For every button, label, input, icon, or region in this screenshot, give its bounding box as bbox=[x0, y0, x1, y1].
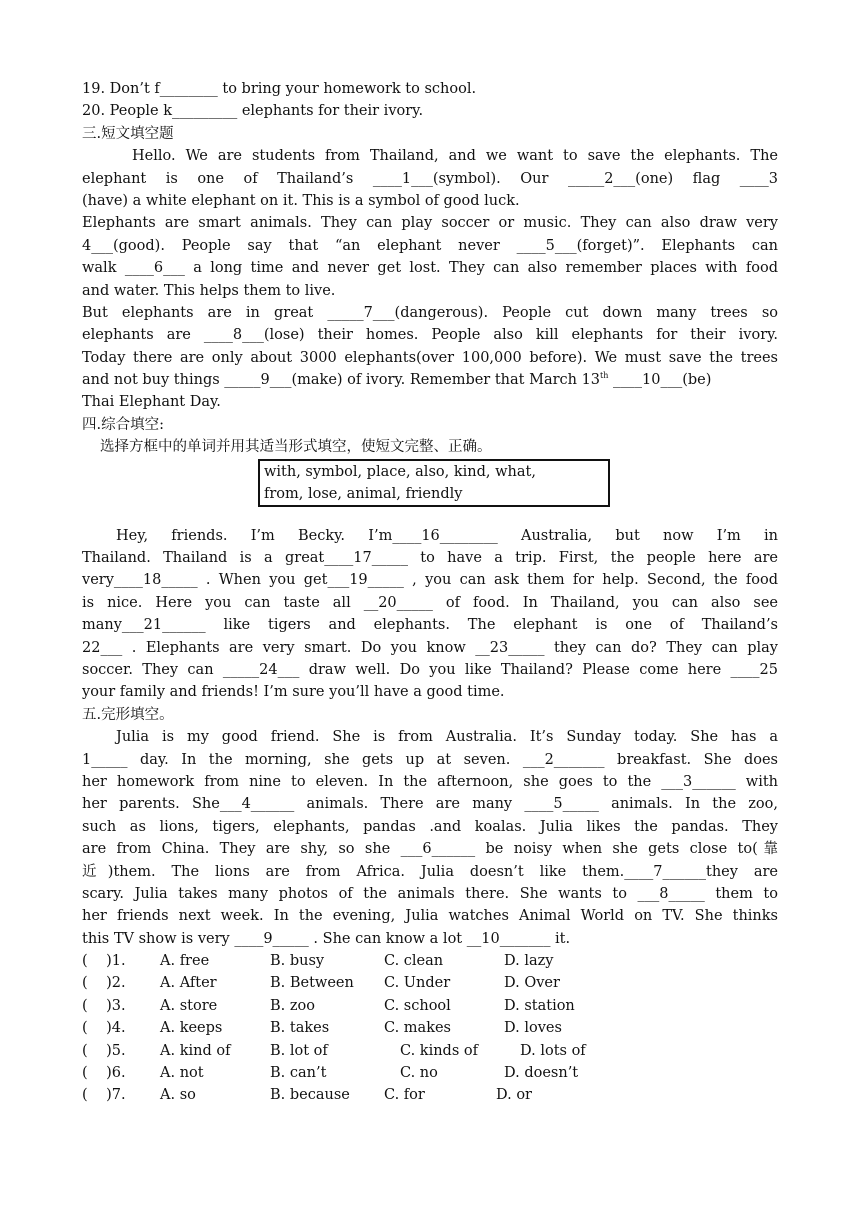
passage-5-line: are from China. They are shy, so she ___6______ be noisy when she gets close to(靠 bbox=[82, 841, 778, 858]
option-d: D. or bbox=[496, 1087, 532, 1104]
passage-5-line: 1_____ day. In the morning, she gets up at seven. ___2_______ breakfast. She does bbox=[82, 751, 778, 768]
passage-5-line: her friends next week. In the evening, Julia watches Animal World on TV. She thinks bbox=[82, 908, 778, 925]
word-box-line: from, lose, animal, friendly bbox=[264, 485, 463, 502]
passage-4 bbox=[82, 525, 778, 704]
option-number: ( )6. bbox=[82, 1065, 126, 1082]
passage-3-line: But elephants are in great _____7___(dangerous). People cut down many trees so bbox=[82, 304, 778, 321]
option-number: ( )7. bbox=[82, 1087, 126, 1104]
section-3-title: 三.短文填空题 bbox=[82, 125, 174, 142]
option-a: A. not bbox=[160, 1065, 204, 1082]
passage-3 bbox=[82, 145, 778, 414]
passage-3-line: elephants are ____8___(lose) their homes. People also kill elephants for their ivory. bbox=[82, 327, 778, 344]
passage-3-line: Thai Elephant Day. bbox=[82, 394, 221, 411]
option-d: D. Over bbox=[504, 975, 560, 992]
option-b: B. because bbox=[270, 1087, 350, 1104]
option-number: ( )4. bbox=[82, 1020, 126, 1037]
passage-5-line: 近)them. The lions are from Africa. Julia doesn’t like them.____7______they are bbox=[82, 863, 778, 880]
passage-4-line: 22___ . Elephants are very smart. Do you know __23_____ they can do? They can play bbox=[82, 639, 778, 656]
passage-4-line: Thailand. Thailand is a great____17_____ to have a trip. First, the people here are bbox=[82, 550, 778, 567]
option-c: C. clean bbox=[384, 953, 444, 970]
option-number: ( )1. bbox=[82, 953, 126, 970]
option-c: C. school bbox=[384, 997, 451, 1014]
section-4-instruction: 选择方框中的单词并用其适当形式填空，使短文完整、正确。 bbox=[100, 439, 492, 456]
question-20: 20. People k_________ elephants for their ivory. bbox=[82, 103, 424, 120]
option-c: C. Under bbox=[384, 975, 451, 992]
march-sup: th bbox=[600, 371, 609, 381]
option-b: B. Between bbox=[270, 975, 354, 992]
option-b: B. can’t bbox=[270, 1065, 327, 1082]
option-b: B. zoo bbox=[270, 997, 315, 1014]
passage-5-line: scary. Julia takes many photos of the animals there. She wants to ___8_____ them to bbox=[82, 885, 778, 902]
option-row bbox=[82, 1040, 778, 1062]
word-box-line: with, symbol, place, also, kind, what, bbox=[264, 463, 536, 480]
passage-5-line: such as lions, tigers, elephants, pandas .and koalas. Julia likes the pandas. They bbox=[82, 818, 778, 835]
passage-3-line: and water. This helps them to live. bbox=[82, 282, 336, 299]
option-c: C. kinds of bbox=[400, 1042, 478, 1059]
passage-3-line: Today there are only about 3000 elephants(over 100,000 before). We must save the trees bbox=[82, 349, 778, 366]
option-row bbox=[82, 1062, 778, 1084]
option-d: D. loves bbox=[504, 1020, 562, 1037]
option-row bbox=[82, 1084, 778, 1106]
passage-3-line bbox=[82, 369, 778, 391]
option-row bbox=[82, 950, 778, 972]
option-number: ( )2. bbox=[82, 975, 126, 992]
passage-3-line: (have) a white elephant on it. This is a symbol of good luck. bbox=[82, 192, 520, 209]
question-19: 19. Don’t f________ to bring your homework to school. bbox=[82, 81, 477, 97]
section-4-title: 四.综合填空: bbox=[82, 416, 164, 433]
passage-4-line: is nice. Here you can taste all __20_____ of food. In Thailand, you can also see bbox=[82, 594, 778, 611]
passage-3-line: Hello. We are students from Thailand, and we want to save the elephants. The bbox=[132, 148, 778, 165]
passage-5-line: Julia is my good friend. She is from Australia. It’s Sunday today. She has a bbox=[116, 729, 778, 746]
options-list bbox=[82, 950, 778, 1107]
option-a: A. keeps bbox=[160, 1020, 223, 1037]
option-b: B. takes bbox=[270, 1020, 330, 1037]
march-text: and not buy things _____9___(make) of ivory. Remember that March 13 bbox=[82, 372, 601, 389]
option-b: B. lot of bbox=[270, 1042, 328, 1059]
march-rest: ____10___(be) bbox=[608, 372, 712, 389]
option-a: A. After bbox=[160, 975, 217, 992]
passage-4-line: many___21______ like tigers and elephants. The elephant is one of Thailand’s bbox=[82, 617, 778, 634]
passage-4-line: your family and friends! I’m sure you’ll have a good time. bbox=[82, 684, 505, 701]
option-c: C. makes bbox=[384, 1020, 451, 1037]
option-b: B. busy bbox=[270, 953, 325, 970]
passage-3-line: elephant is one of Thailand’s ____1___(symbol). Our _____2___(one) flag ____3 bbox=[82, 170, 778, 187]
option-d: D. lazy bbox=[504, 953, 554, 970]
option-a: A. kind of bbox=[160, 1042, 231, 1059]
passage-4-line: soccer. They can _____24___ draw well. Do you like Thailand? Please come here ____25 bbox=[82, 661, 778, 678]
passage-5 bbox=[82, 726, 778, 950]
option-number: ( )5. bbox=[82, 1042, 126, 1059]
option-d: D. station bbox=[504, 997, 575, 1014]
passage-3-line: 4___(good). People say that “an elephant never ____5___(forget)”. Elephants can bbox=[82, 237, 778, 254]
passage-3-line: walk ____6___ a long time and never get lost. They can also remember places with food bbox=[82, 260, 778, 277]
option-c: C. for bbox=[384, 1087, 425, 1104]
option-number: ( )3. bbox=[82, 997, 126, 1014]
word-box bbox=[258, 459, 610, 507]
passage-4-line: Hey, friends. I’m Becky. I’m____16________ Australia, but now I’m in bbox=[116, 527, 778, 544]
option-a: A. so bbox=[160, 1087, 196, 1104]
option-d: D. lots of bbox=[520, 1042, 586, 1059]
worksheet-page bbox=[82, 78, 778, 1107]
option-a: A. store bbox=[160, 997, 218, 1014]
passage-5-line: her homework from nine to eleven. In the afternoon, she goes to the ___3______ with bbox=[82, 773, 778, 790]
passage-4-line: very____18_____ . When you get___19_____ , you can ask them for help. Second, the food bbox=[82, 572, 778, 589]
option-row bbox=[82, 995, 778, 1017]
option-d: D. doesn’t bbox=[504, 1065, 579, 1082]
section-5-title: 五.完形填空。 bbox=[82, 706, 174, 723]
passage-5-line: this TV show is very ____9_____ . She can know a lot __10_______ it. bbox=[82, 930, 571, 947]
passage-5-line: her parents. She___4______ animals. There are many ____5_____ animals. In the zoo, bbox=[82, 796, 778, 813]
option-row bbox=[82, 1017, 778, 1039]
option-c: C. no bbox=[400, 1065, 438, 1082]
option-row bbox=[82, 972, 778, 994]
option-a: A. free bbox=[160, 953, 210, 970]
passage-3-line: Elephants are smart animals. They can play soccer or music. They can also draw very bbox=[82, 215, 778, 232]
